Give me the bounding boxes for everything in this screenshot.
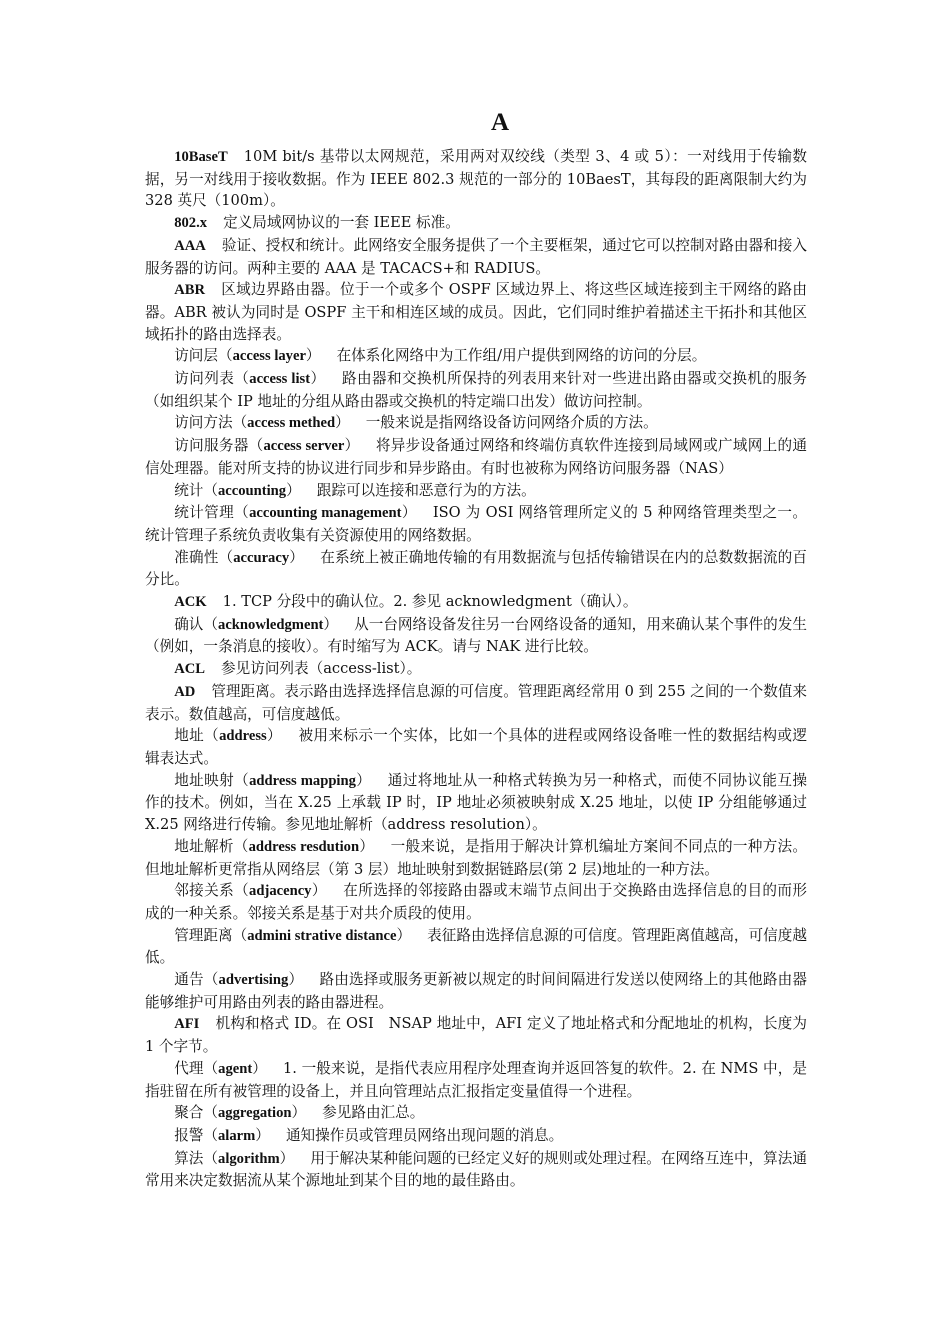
- glossary-entry: [145, 770, 807, 836]
- entry-definition: 一般来说，是指用于解决计算机编址方案间不同点的一种方法。但地址解析更常指从网络层（第 3 层）地址映射到数据链路层(第 2 层)地址的一种方法。: [145, 837, 807, 878]
- glossary-entry: [145, 925, 807, 969]
- glossary-entry: [145, 725, 807, 769]
- glossary-entry: [145, 368, 807, 412]
- entry-term: address: [219, 728, 267, 745]
- entry-definition: ISO 为 OSI 网络管理所定义的 5 种网络管理类型之一。统计管理子系统负责收集有关资源使用的网络数据。: [145, 504, 807, 544]
- glossary-entry: [145, 480, 807, 503]
- entry-term: AD: [174, 683, 196, 700]
- entry-term-close: ）: [401, 504, 417, 522]
- entry-term: accounting management: [249, 505, 402, 522]
- entry-definition: 路由选择或服务更新被以规定的时间间隔进行发送以使网络上的其他路由器能够维护可用路由列表的路由器进程。: [145, 971, 807, 1011]
- entry-definition: 在体系化网络中为工作组/用户提供到网络的访问的分层。: [336, 347, 707, 365]
- entry-term-close: ）: [252, 1059, 267, 1077]
- entry-chinese-term: 访问服务器（: [174, 437, 264, 455]
- entry-heading: [174, 148, 228, 165]
- entry-definition: 跟踪可以连接和恶意行为的方法。: [316, 481, 536, 499]
- entry-chinese-term: 管理距离（: [174, 926, 248, 944]
- entry-chinese-term: 统计（: [174, 481, 218, 499]
- entry-term: admini strative distance: [247, 927, 397, 944]
- entry-term: ABR: [174, 282, 205, 299]
- entry-term-close: ）: [255, 1126, 270, 1144]
- entry-definition: 一般来说是指网络设备访问网络介质的方法。: [365, 414, 658, 432]
- entry-chinese-term: 地址解析（: [174, 837, 249, 855]
- entry-heading: [174, 504, 417, 521]
- glossary-entry: [145, 681, 807, 725]
- entry-term-close: ）: [344, 437, 360, 455]
- page-title: A: [490, 109, 510, 136]
- entry-chinese-term: 准确性（: [174, 548, 234, 566]
- entry-term: alarm: [217, 1127, 256, 1144]
- entry-heading: [174, 370, 325, 387]
- entry-term-close: ）: [355, 771, 372, 789]
- entry-term-close: ）: [335, 414, 350, 432]
- entry-term-close: ）: [288, 971, 304, 989]
- glossary-entries: [145, 146, 807, 1192]
- entry-definition: 将异步设备通过网络和终端仿真软件连接到局域网或广域网上的通信处理器。能对所支持的协议进行同步和异步路由。有时也被称为网络访问服务器（NAS）: [145, 437, 807, 477]
- glossary-entry: [145, 412, 807, 435]
- entry-heading: [174, 683, 195, 700]
- entry-term: advertising: [218, 972, 289, 989]
- entry-heading: [174, 437, 359, 454]
- entry-heading: [174, 927, 411, 944]
- entry-term-close: ）: [266, 727, 283, 745]
- entry-definition: 路由器和交换机所保持的列表用来针对一些进出路由器或交换机的服务（如组织某个 IP 地址的分组从路由器或交换机的特定端口出发）做访问控制。: [145, 370, 807, 410]
- entry-definition: 机构和格式 ID。在 OSI NSAP 地址中，AFI 定义了地址格式和分配地址的机构，长度为 1 个字节。: [145, 1015, 807, 1056]
- entry-chinese-term: 代理（: [174, 1059, 219, 1077]
- entry-heading: [174, 549, 304, 566]
- entry-term: adjacency: [249, 883, 312, 900]
- entry-definition: 管理距离。表示路由选择选择信息源的可信度。管理距离经常用 0 到 255 之间的一个数值来表示。数值越高，可信度越低。: [145, 682, 807, 723]
- entry-heading: [174, 616, 338, 633]
- entry-chinese-term: 地址（: [174, 727, 220, 745]
- glossary-entry: [145, 880, 807, 924]
- glossary-entry: [145, 658, 807, 681]
- entry-term-close: ）: [359, 837, 375, 855]
- entry-term-close: ）: [291, 1104, 307, 1122]
- entry-term: access methed: [247, 415, 336, 432]
- entry-heading: [174, 593, 206, 610]
- glossary-entry: [145, 1013, 807, 1057]
- entry-heading: [174, 347, 320, 364]
- glossary-entry: [145, 614, 807, 658]
- glossary-entry: [145, 547, 807, 591]
- entry-chinese-term: 邻接关系（: [174, 882, 250, 900]
- entry-term: address resdution: [248, 838, 360, 855]
- entry-heading: [174, 1127, 270, 1144]
- entry-term: access layer: [232, 348, 306, 365]
- entry-term-close: ）: [289, 548, 305, 566]
- glossary-entry: [145, 502, 807, 546]
- entry-heading: [174, 281, 205, 298]
- glossary-entry: [145, 1125, 807, 1148]
- entry-term: aggregation: [217, 1105, 292, 1122]
- glossary-entry: [145, 435, 807, 479]
- entry-definition: 在所选择的邻接路由器或末端节点间出于交换路由选择信息的目的而形成的一种关系。邻接关系是基于对共介质段的使用。: [145, 882, 807, 922]
- entry-definition: 10M bit/s 基带以太网规范，采用两对双绞线（类型 3、4 或 5）：一对线用于传输数据，另一对线用于接收数据。作为 IEEE 802.3 规范的一部分的 10BaesT，其每段的距离限制大约为 328 英尺（100m）。: [145, 148, 807, 210]
- entry-term: ACK: [174, 594, 207, 611]
- entry-heading: [174, 1060, 267, 1077]
- entry-term: AAA: [174, 237, 206, 254]
- entry-term-close: ）: [310, 370, 326, 388]
- entry-definition: 参见路由汇总。: [322, 1104, 425, 1122]
- entry-term: ACL: [174, 661, 205, 678]
- entry-definition: 在系统上被正确地传输的有用数据流与包括传输错误在内的总数数据流的百分比。: [145, 548, 807, 589]
- entry-heading: [174, 772, 371, 789]
- entry-heading: [174, 1104, 306, 1121]
- entry-definition: 用于解决某种能问题的已经定义好的规则或处理过程。在网络互连中，算法通常用来决定数据流从某个源地址到某个目的地的最佳路由。: [145, 1149, 807, 1190]
- entry-definition: 1. 一般来说，是指代表应用程序处理查询并返回答复的软件。2. 在 NMS 中，是指驻留在所有被管理的设备上，并且向管理站点汇报指定变量值得一个进程。: [145, 1059, 807, 1100]
- glossary-entry: [145, 235, 807, 279]
- entry-definition: 通知操作员或管理员网络出现问题的消息。: [285, 1126, 564, 1144]
- entry-heading: [174, 1150, 294, 1167]
- entry-term: 10BaseT: [174, 149, 228, 165]
- glossary-entry: [145, 212, 807, 235]
- entry-definition: 1. TCP 分段中的确认位。2. 参见 acknowledgment（确认）。: [222, 593, 638, 611]
- entry-term: access list: [249, 371, 311, 388]
- entry-heading: [174, 237, 206, 254]
- entry-term: accounting: [217, 482, 287, 499]
- entry-term-close: ）: [305, 347, 321, 365]
- entry-term: algorithm: [218, 1150, 280, 1167]
- entry-term: AFI: [174, 1016, 200, 1033]
- entry-term: acknowledgment: [218, 616, 324, 633]
- entry-definition: 验证、授权和统计。此网络安全服务提供了一个主要框架，通过它可以控制对路由器和接入服务器的访问。两种主要的 AAA 是 TACACS+和 RADIUS。: [145, 236, 807, 277]
- entry-term: address mapping: [249, 772, 356, 789]
- entry-heading: [174, 971, 303, 988]
- entry-heading: [174, 660, 205, 677]
- entry-term: 802.x: [174, 215, 208, 232]
- entry-chinese-term: 地址映射（: [174, 771, 250, 789]
- glossary-entry: [145, 345, 807, 368]
- entry-term-close: ）: [323, 615, 339, 633]
- entry-heading: [174, 882, 327, 899]
- entry-definition: 区域边界路由器。位于一个或多个 OSPF 区域边界上、将这些区域连接到主干网络的路由器。ABR 被认为同时是 OSPF 主干和相连区域的成员。因此，它们同时维护着描述主干拓扑和其他区域拓扑的路由选择表。: [145, 281, 807, 343]
- glossary-entry: [145, 146, 807, 212]
- entry-chinese-term: 确认（: [174, 615, 219, 633]
- glossary-entry: [145, 1148, 807, 1192]
- entry-chinese-term: 访问方法（: [174, 414, 248, 432]
- entry-term-close: ）: [396, 926, 412, 944]
- entry-definition: 定义局域网协议的一套 IEEE 标准。: [223, 214, 460, 232]
- entry-term-close: ）: [286, 481, 301, 499]
- entry-term: accuracy: [233, 549, 290, 566]
- entry-heading: [174, 414, 350, 431]
- entry-definition: 从一台网络设备发往另一台网络设备的通知，用来确认某个事件的发生（例如，一条消息的接收）。有时缩写为 ACK。请与 NAK 进行比较。: [145, 615, 807, 656]
- entry-definition: 被用来标示一个实体，比如一个具体的进程或网络设备唯一性的数据结构或逻辑表达式。: [145, 727, 807, 767]
- entry-chinese-term: 算法（: [174, 1149, 219, 1167]
- entry-chinese-term: 报警（: [174, 1126, 218, 1144]
- entry-term-close: ）: [311, 882, 327, 900]
- entry-heading: [174, 1015, 199, 1032]
- glossary-entry: [145, 1058, 807, 1102]
- entry-definition: 参见访问列表（access-list）。: [221, 660, 422, 678]
- entry-chinese-term: 统计管理（: [174, 504, 250, 522]
- entry-chinese-term: 访问层（: [174, 347, 233, 365]
- entry-term-close: ）: [279, 1149, 295, 1167]
- entry-definition: 表征路由选择信息源的可信度。管理距离值越高，可信度越低。: [145, 926, 807, 967]
- glossary-entry: [145, 591, 807, 614]
- entry-chinese-term: 通告（: [174, 971, 219, 989]
- entry-heading: [174, 838, 374, 855]
- glossary-entry: [145, 1102, 807, 1125]
- glossary-entry: [145, 279, 807, 345]
- glossary-entry: [145, 969, 807, 1013]
- entry-term: agent: [218, 1060, 253, 1077]
- entry-chinese-term: 聚合（: [174, 1104, 218, 1122]
- entry-heading: [174, 727, 282, 744]
- glossary-entry: [145, 836, 807, 880]
- entry-heading: [174, 482, 301, 499]
- entry-definition: 通过将地址从一种格式转换为另一种格式，而使不同协议能互操作的技术。例如，当在 X.25 上承载 IP 时，IP 地址必须被映射成 X.25 地址，以使 IP 分组能够通过 X.25 网络进行传输。参见地址解析（address resolution）。: [145, 771, 807, 834]
- entry-term: access server: [263, 438, 345, 455]
- entry-chinese-term: 访问列表（: [174, 370, 250, 388]
- entry-heading: [174, 214, 207, 231]
